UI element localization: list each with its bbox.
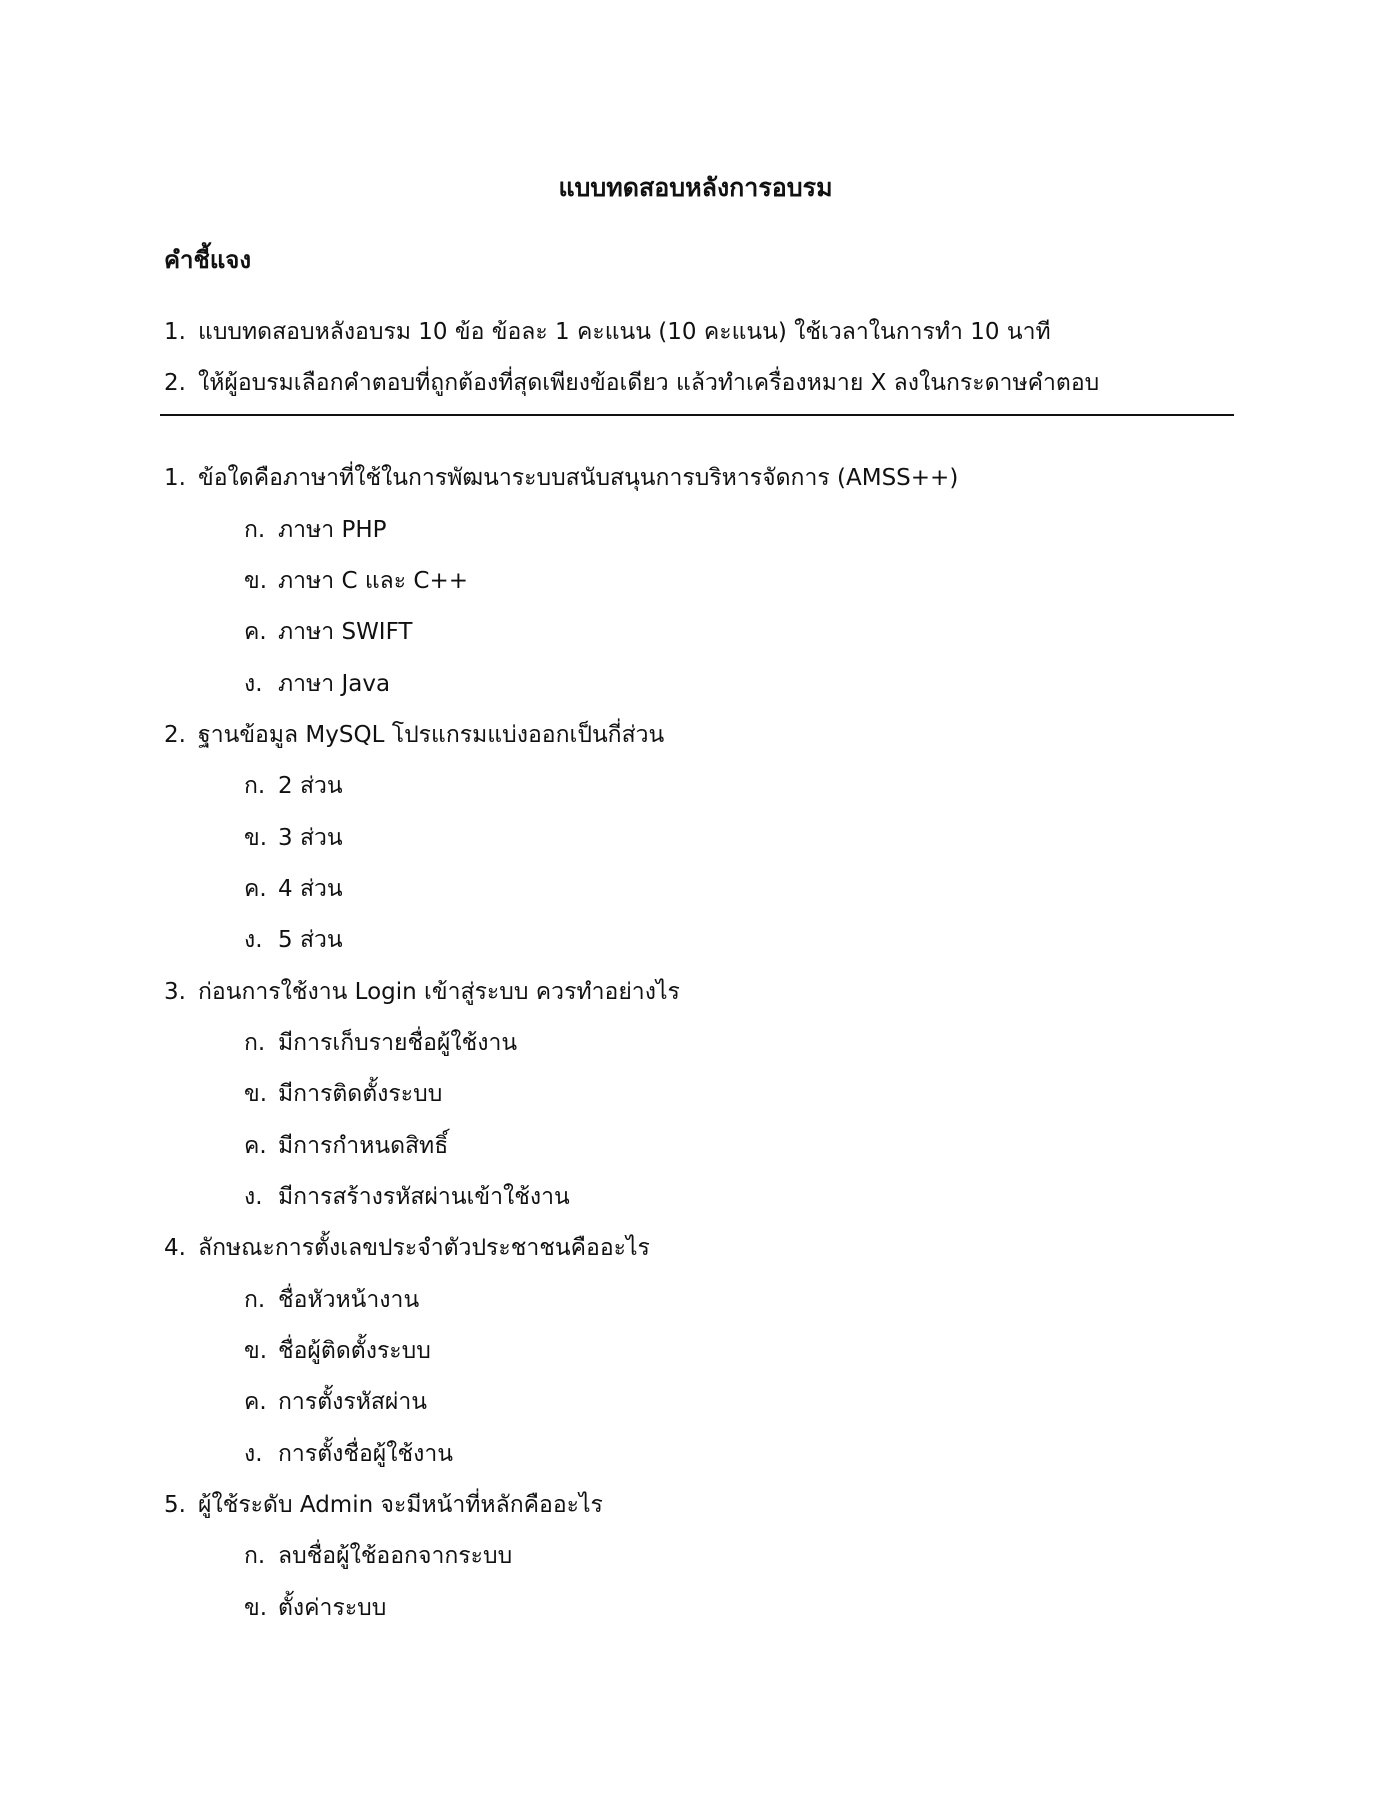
choice-item xyxy=(244,768,343,804)
choice-item xyxy=(244,1538,512,1574)
choice-text: ภาษา PHP xyxy=(278,517,387,543)
question-number: 1. xyxy=(164,465,186,491)
choice-letter: ก. xyxy=(244,1287,266,1313)
choice-item xyxy=(244,820,343,856)
choice-letter: ก. xyxy=(244,517,266,543)
question-text: ฐานข้อมูล MySQL โปรแกรมแบ่งออกเป็นกี่ส่วน xyxy=(198,722,665,748)
question-item xyxy=(164,1230,650,1266)
choice-letter: ก. xyxy=(244,773,266,799)
choice-text: ภาษา C และ C++ xyxy=(278,568,469,594)
choice-item xyxy=(244,1333,431,1369)
choice-letter: ค. xyxy=(244,1133,267,1159)
choice-text: ลบชื่อผู้ใช้ออกจากระบบ xyxy=(278,1543,513,1569)
choice-letter: ค. xyxy=(244,619,267,645)
choice-text: ตั้งค่าระบบ xyxy=(278,1595,387,1621)
choice-item xyxy=(244,1128,448,1164)
choice-letter: ง. xyxy=(244,927,263,953)
choice-text: ภาษา SWIFT xyxy=(278,619,413,645)
choice-text: 5 ส่วน xyxy=(278,927,343,953)
question-text: ผู้ใช้ระดับ Admin จะมีหน้าที่หลักคืออะไร xyxy=(198,1492,603,1518)
choice-text: 2 ส่วน xyxy=(278,773,343,799)
instruction-number: 1. xyxy=(164,319,186,345)
question-text: ก่อนการใช้งาน Login เข้าสู่ระบบ ควรทำอย่างไร xyxy=(198,979,680,1005)
question-item xyxy=(164,974,680,1010)
question-item xyxy=(164,460,958,496)
question-number: 5. xyxy=(164,1492,186,1518)
question-item xyxy=(164,717,664,753)
choice-item xyxy=(244,614,412,650)
choice-item xyxy=(244,1436,453,1472)
question-item xyxy=(164,1487,603,1523)
choice-item xyxy=(244,666,390,702)
choice-text: การตั้งชื่อผู้ใช้งาน xyxy=(278,1441,453,1467)
choice-item xyxy=(244,1384,427,1420)
choice-letter: ง. xyxy=(244,1441,263,1467)
instruction-item xyxy=(164,365,1099,401)
choice-letter: ง. xyxy=(244,1184,263,1210)
instruction-text: ให้ผู้อบรมเลือกคำตอบที่ถูกต้องที่สุดเพียงข้อเดียว แล้วทำเครื่องหมาย X ลงในกระดาษคำตอบ xyxy=(198,370,1100,396)
choice-text: มีการสร้างรหัสผ่านเข้าใช้งาน xyxy=(278,1184,570,1210)
question-text: ข้อใดคือภาษาที่ใช้ในการพัฒนาระบบสนับสนุนการบริหารจัดการ (AMSS++) xyxy=(198,465,959,491)
choice-text: 3 ส่วน xyxy=(278,825,343,851)
choice-letter: ข. xyxy=(244,1338,268,1364)
divider-line xyxy=(160,414,1234,416)
choice-letter: ข. xyxy=(244,568,268,594)
instruction-text: แบบทดสอบหลังอบรม 10 ข้อ ข้อละ 1 คะแนน (10 คะแนน) ใช้เวลาในการทำ 10 นาที xyxy=(198,319,1051,345)
page-title: แบบทดสอบหลังการอบรม xyxy=(558,173,833,202)
choice-text: ภาษา Java xyxy=(278,671,391,697)
instruction-number: 2. xyxy=(164,370,186,396)
choice-item xyxy=(244,1179,570,1215)
question-number: 3. xyxy=(164,979,186,1005)
question-number: 2. xyxy=(164,722,186,748)
choice-letter: ก. xyxy=(244,1543,266,1569)
question-text: ลักษณะการตั้งเลขประจำตัวประชาชนคืออะไร xyxy=(198,1235,650,1261)
choice-text: การตั้งรหัสผ่าน xyxy=(278,1389,428,1415)
choice-item xyxy=(244,563,468,599)
choice-text: ชื่อหัวหน้างาน xyxy=(278,1287,420,1313)
choice-text: มีการกำหนดสิทธิ์ xyxy=(278,1133,449,1159)
instructions-heading: คำชี้แจง xyxy=(164,246,252,274)
choice-item xyxy=(244,512,387,548)
choice-text: ชื่อผู้ติดตั้งระบบ xyxy=(278,1338,431,1364)
choice-item xyxy=(244,1590,386,1626)
choice-letter: ค. xyxy=(244,1389,267,1415)
question-number: 4. xyxy=(164,1235,186,1261)
choice-letter: ค. xyxy=(244,876,267,902)
choice-item xyxy=(244,1025,517,1061)
choice-letter: ข. xyxy=(244,1081,268,1107)
choice-letter: ข. xyxy=(244,825,268,851)
choice-text: มีการติดตั้งระบบ xyxy=(278,1081,443,1107)
choice-text: 4 ส่วน xyxy=(278,876,343,902)
choice-letter: ก. xyxy=(244,1030,266,1056)
choice-letter: ง. xyxy=(244,671,263,697)
choice-item xyxy=(244,871,343,907)
instruction-item xyxy=(164,314,1051,350)
choice-item xyxy=(244,1282,419,1318)
choice-text: มีการเก็บรายชื่อผู้ใช้งาน xyxy=(278,1030,518,1056)
choice-item xyxy=(244,1076,442,1112)
choice-letter: ข. xyxy=(244,1595,268,1621)
choice-item xyxy=(244,922,343,958)
